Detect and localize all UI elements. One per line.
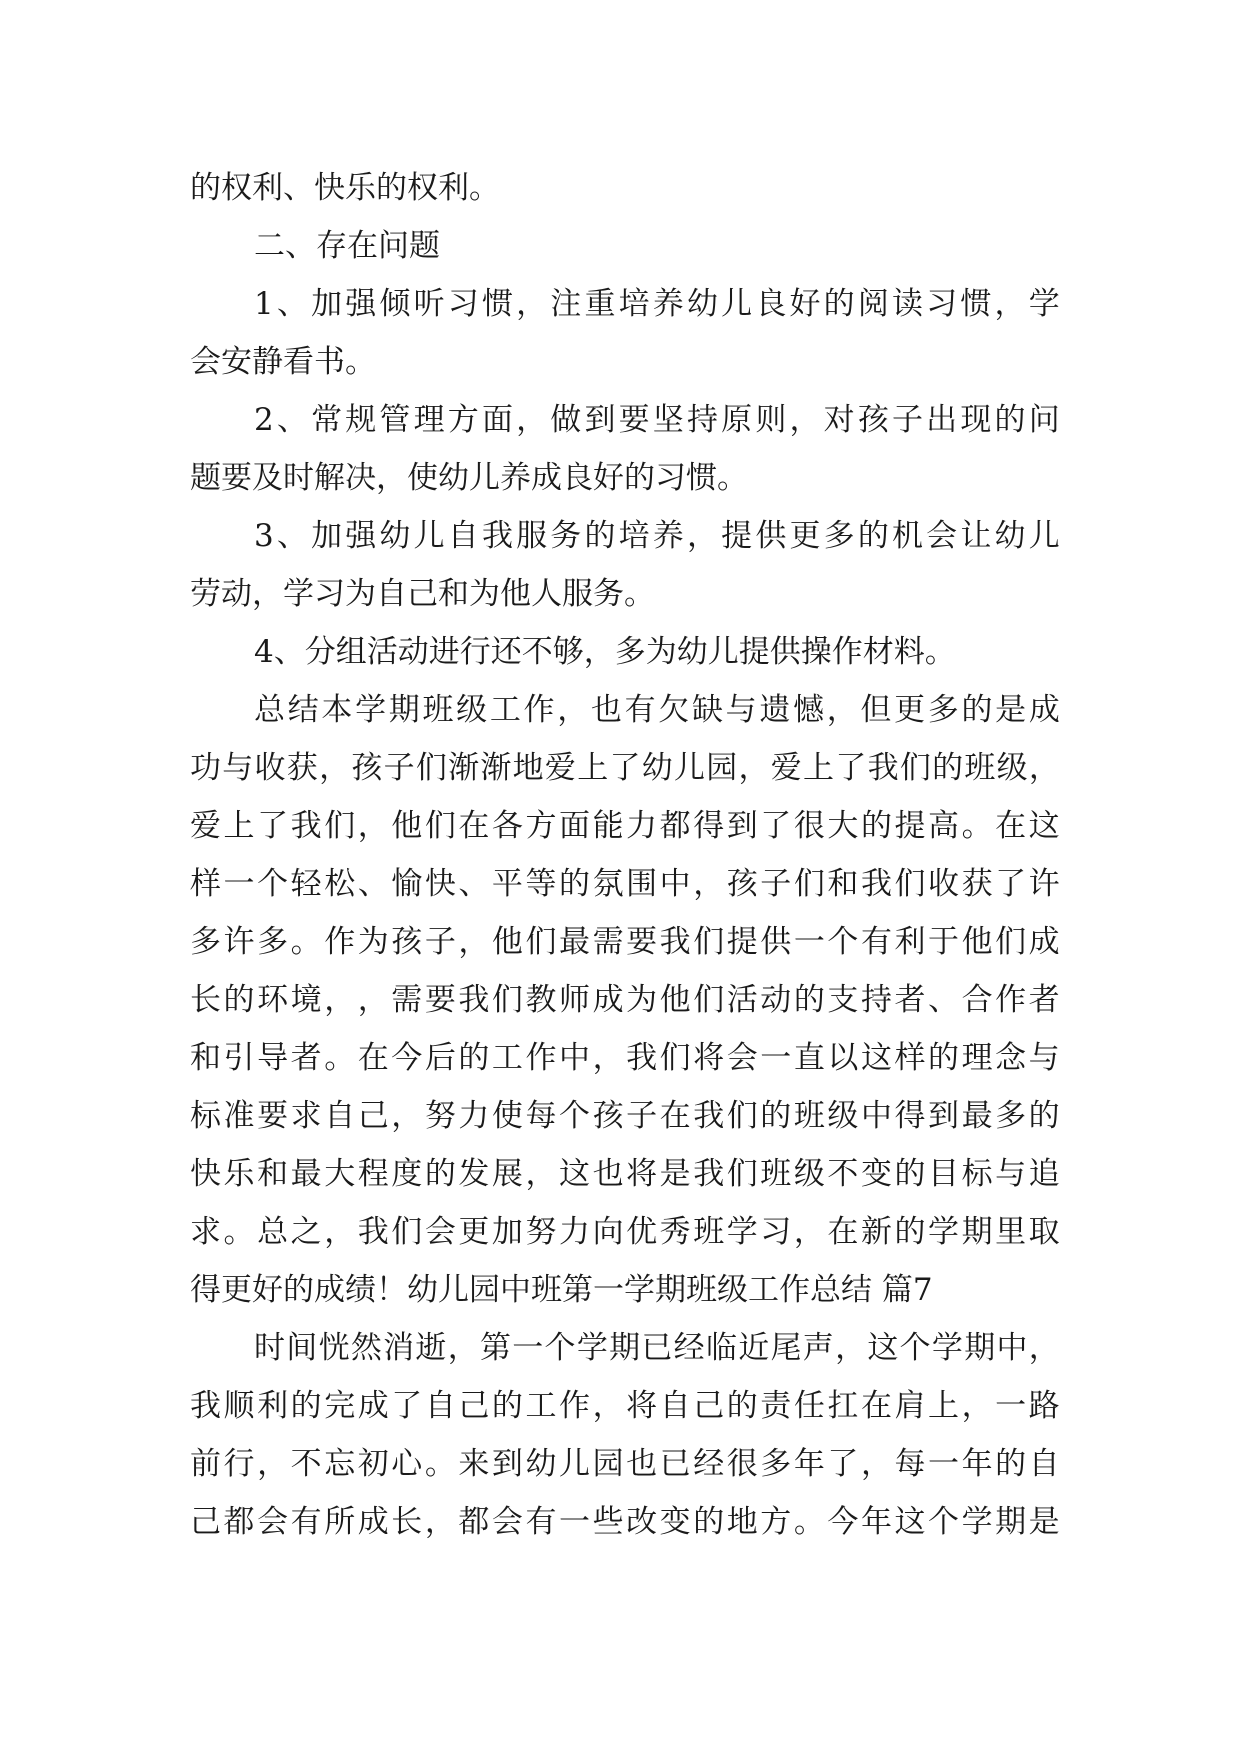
text-line: 长 的 环 境 ， ， 需 要 我 们 教 师 成 为 他 们 活 动 的 支 持 者 、 合 作 者 (190, 982, 1060, 1018)
text-line-with-section-title: 得更好的成绩！幼儿园中班第一学期班级工作总结 篇7 (190, 1272, 933, 1308)
text-line: 2 、 常 规 管 理 方 面 ， 做 到 要 坚 持 原 则 ， 对 孩 子 出 现 的 问 (254, 402, 1060, 438)
text-line: 我 顺 利 的 完 成 了 自 己 的 工 作 ， 将 自 己 的 责 任 扛 在 肩 上 ， 一 路 (190, 1388, 1060, 1424)
text-line: 爱 上 了 我 们 ， 他 们 在 各 方 面 能 力 都 得 到 了 很 大 的 提 高 。 在 这 (190, 808, 1060, 844)
text-line: 题要及时解决，使幼儿养成良好的习惯。 (190, 460, 748, 496)
text-line: 1 、 加 强 倾 听 习 惯 ， 注 重 培 养 幼 儿 良 好 的 阅 读 习 惯 ， 学 (254, 286, 1060, 322)
text-line: 4、分组活动进行还不够，多为幼儿提供操作材料。 (254, 634, 956, 670)
text-line: 标 准 要 求 自 己 ， 努 力 使 每 个 孩 子 在 我 们 的 班 级 中 得 到 最 多 的 (190, 1098, 1060, 1134)
text-line: 求 。 总 之 ， 我 们 会 更 加 努 力 向 优 秀 班 学 习 ， 在 新 的 学 期 里 取 (190, 1214, 1060, 1250)
text-line: 前 行 ， 不 忘 初 心 。 来 到 幼 儿 园 也 已 经 很 多 年 了 ， 每 一 年 的 自 (190, 1446, 1060, 1482)
text-line: 的权利、快乐的权利。 (190, 170, 500, 206)
text-line: 总 结 本 学 期 班 级 工 作 ， 也 有 欠 缺 与 遗 憾 ， 但 更 多 的 是 成 (254, 692, 1060, 728)
text-line: 时 间 恍 然 消 逝 ， 第 一 个 学 期 已 经 临 近 尾 声 ， 这 个 学 期 中 ， (254, 1330, 1060, 1366)
text-line: 劳动，学习为自己和为他人服务。 (190, 576, 655, 612)
section-heading: 二、存在问题 (254, 228, 440, 264)
text-line: 3 、 加 强 幼 儿 自 我 服 务 的 培 养 ， 提 供 更 多 的 机 会 让 幼 儿 (254, 518, 1060, 554)
text-line: 会安静看书。 (190, 344, 376, 380)
text-line: 己 都 会 有 所 成 长 ， 都 会 有 一 些 改 变 的 地 方 。 今 年 这 个 学 期 是 (190, 1504, 1060, 1540)
text-line: 功 与 收 获 ， 孩 子 们 渐 渐 地 爱 上 了 幼 儿 园 ， 爱 上 了 我 们 的 班 级 ， (190, 750, 1060, 786)
text-line: 多 许 多 。 作 为 孩 子 ， 他 们 最 需 要 我 们 提 供 一 个 有 利 于 他 们 成 (190, 924, 1060, 960)
text-line: 和 引 导 者 。 在 今 后 的 工 作 中 ， 我 们 将 会 一 直 以 这 样 的 理 念 与 (190, 1040, 1060, 1076)
text-line: 快 乐 和 最 大 程 度 的 发 展 ， 这 也 将 是 我 们 班 级 不 变 的 目 标 与 追 (190, 1156, 1060, 1192)
text-line: 样 一 个 轻 松 、 愉 快 、 平 等 的 氛 围 中 ， 孩 子 们 和 我 们 收 获 了 许 (190, 866, 1060, 902)
